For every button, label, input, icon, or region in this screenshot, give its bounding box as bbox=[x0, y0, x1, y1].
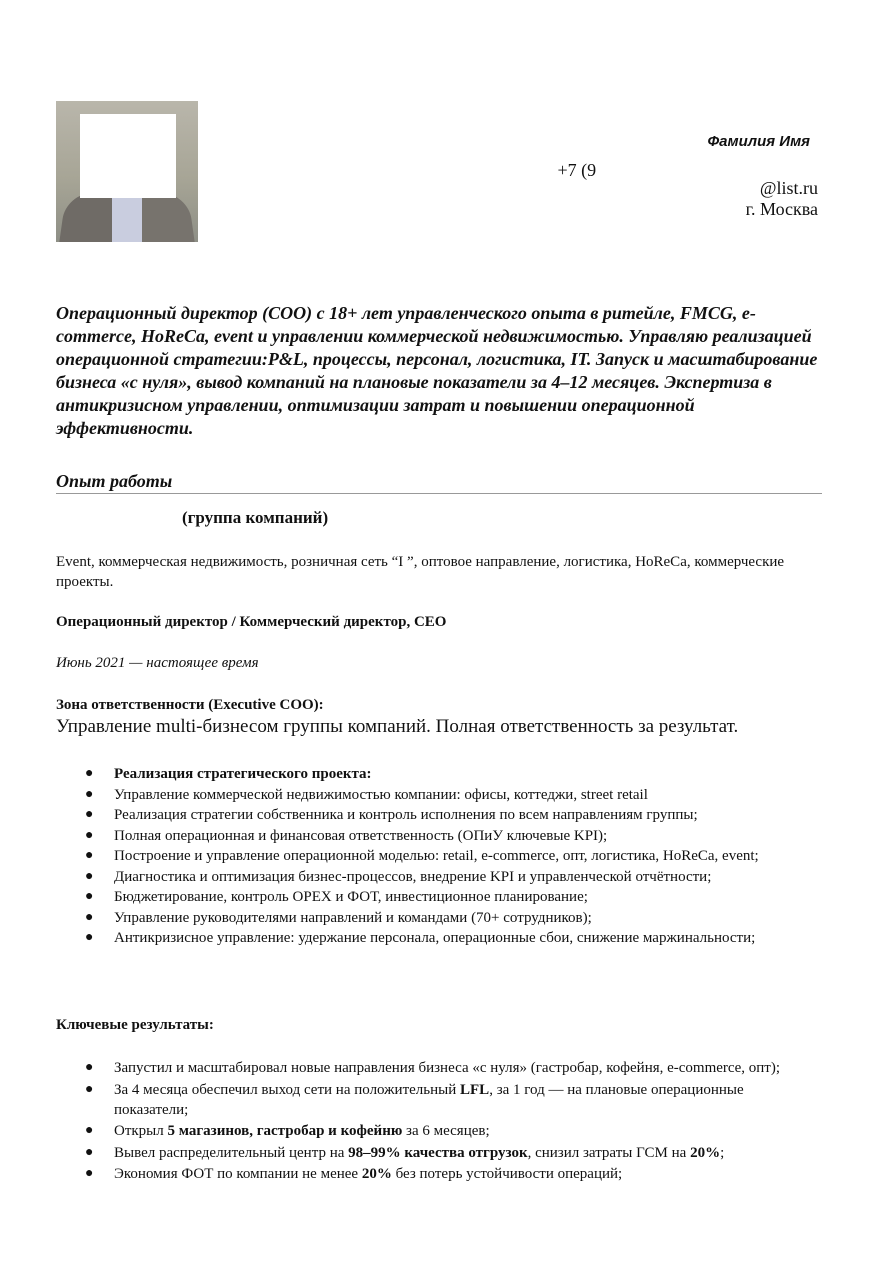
city: г. Москва bbox=[745, 199, 818, 219]
section-title-experience: Опыт работы bbox=[56, 471, 822, 494]
result-text: 98–99% качества отгрузок bbox=[348, 1144, 528, 1161]
result-text: за 6 месяцев; bbox=[402, 1123, 490, 1139]
email-address: @list.ru bbox=[759, 178, 818, 198]
bullet-icon: ● bbox=[85, 909, 94, 925]
bullet-icon: ● bbox=[85, 848, 94, 863]
results-title: Ключевые результаты: bbox=[56, 1017, 214, 1033]
job-period: Июнь 2021 — настоящее время bbox=[56, 655, 259, 671]
phone-number: +7 (9 bbox=[557, 160, 597, 180]
result-item bbox=[0, 1058, 814, 1078]
result-item bbox=[0, 1080, 814, 1120]
photo-redacted-area bbox=[80, 114, 176, 198]
company-name: (группа компаний) bbox=[182, 508, 329, 527]
result-text: , снизил затраты ГСМ на bbox=[527, 1144, 691, 1161]
responsibility-zone-title: Зона ответственности (Executive COO): bbox=[56, 697, 324, 713]
list-item: ● Управление руководителями направлений и командами (70+ сотрудников); bbox=[85, 909, 592, 926]
bullet-icon: ● bbox=[85, 807, 94, 822]
result-text: 20% bbox=[690, 1144, 721, 1161]
bullet-icon: ● bbox=[85, 1144, 94, 1160]
result-text: без потерь устойчивости операций; bbox=[391, 1166, 623, 1182]
contact-block bbox=[557, 133, 818, 220]
bullet-icon: ● bbox=[85, 930, 94, 945]
result-text: Открыл bbox=[114, 1123, 168, 1139]
result-text: Вывел распределительный центр на bbox=[114, 1144, 349, 1161]
bullet-icon: ● bbox=[85, 1123, 94, 1138]
profile-photo bbox=[56, 101, 198, 242]
result-item bbox=[0, 1164, 814, 1184]
result-text: За 4 месяца обеспечил выход сети на положительный bbox=[114, 1081, 460, 1098]
list-item: ● Реализация стратегического проекта: bbox=[85, 766, 372, 782]
list-item: ● Диагностика и оптимизация бизнес-процессов, внедрение KPI и управленческой отчётности; bbox=[85, 868, 712, 885]
result-item bbox=[0, 1143, 814, 1163]
summary-paragraph: Операционный директор (COO) с 18+ лет управленческого опыта в ритейле, FMCG, e-commerce, HoReCa, event и управлении коммерческой недвижимостью. Управляю реализацией операционной стратегии:P&L, процессы, персонал, логистика, IT. Запуск и масштабирование бизнеса «с нуля», вывод компаний на плановые показатели за 4–12 месяцев. Экспертиза в антикризисном управлении, оптимизации затрат и повышении операционной эффективности. bbox=[56, 303, 818, 438]
candidate-name: Фамилия Имя bbox=[707, 133, 810, 150]
bullet-icon: ● bbox=[85, 1060, 94, 1075]
bullet-icon: ● bbox=[85, 868, 94, 884]
bullet-icon: ● bbox=[85, 1166, 94, 1181]
result-text: , за 1 год — на плановые операционные показатели; bbox=[114, 1081, 744, 1118]
responsibilities-list bbox=[0, 764, 888, 949]
bullet-icon: ● bbox=[85, 786, 94, 802]
results-list bbox=[0, 1058, 888, 1186]
result-item bbox=[0, 1121, 814, 1141]
bullet-icon: ● bbox=[85, 827, 94, 843]
list-item: ● Реализация стратегии собственника и контроль исполнения по всем направлениям группы; bbox=[85, 807, 698, 823]
result-text: 5 магазинов, гастробар и кофейню bbox=[167, 1123, 403, 1139]
result-text: Экономия ФОТ по компании не менее bbox=[114, 1166, 362, 1182]
job-role: Операционный директор / Коммерческий директор, CEO bbox=[56, 614, 447, 630]
photo-shirt bbox=[112, 193, 142, 242]
result-text: LFL bbox=[460, 1081, 490, 1098]
bullet-icon: ● bbox=[85, 1081, 94, 1097]
result-text: 20% bbox=[361, 1166, 392, 1182]
list-item: ● Антикризисное управление: удержание персонала, операционные сбои, снижение маржинальности; bbox=[85, 930, 756, 946]
company-description: Event, коммерческая недвижимость, розничная сеть “I ”, оптовое направление, логистика, HoReCa, коммерческие проекты. bbox=[56, 554, 785, 590]
list-item: ● Бюджетирование, контроль OPEX и ФОТ, инвестиционное планирование; bbox=[85, 889, 588, 905]
bullet-icon: ● bbox=[85, 766, 94, 781]
result-text: ; bbox=[720, 1144, 725, 1161]
responsibility-zone-text: Управление multi-бизнесом группы компаний. Полная ответственность за результат. bbox=[56, 716, 739, 737]
list-item: ● Управление коммерческой недвижимостью компании: офисы, коттеджи, street retail bbox=[85, 786, 648, 803]
bullet-icon: ● bbox=[85, 889, 94, 904]
list-item: ● Полная операционная и финансовая ответственность (ОПиУ ключевые KPI); bbox=[85, 827, 608, 844]
result-text: Запустил и масштабировал новые направления бизнеса «с нуля» (гастробар, кофейня, e-commerce, опт); bbox=[114, 1060, 780, 1076]
list-item: ● Построение и управление операционной моделью: retail, e-commerce, опт, логистика, HoReCa, event; bbox=[85, 848, 759, 864]
